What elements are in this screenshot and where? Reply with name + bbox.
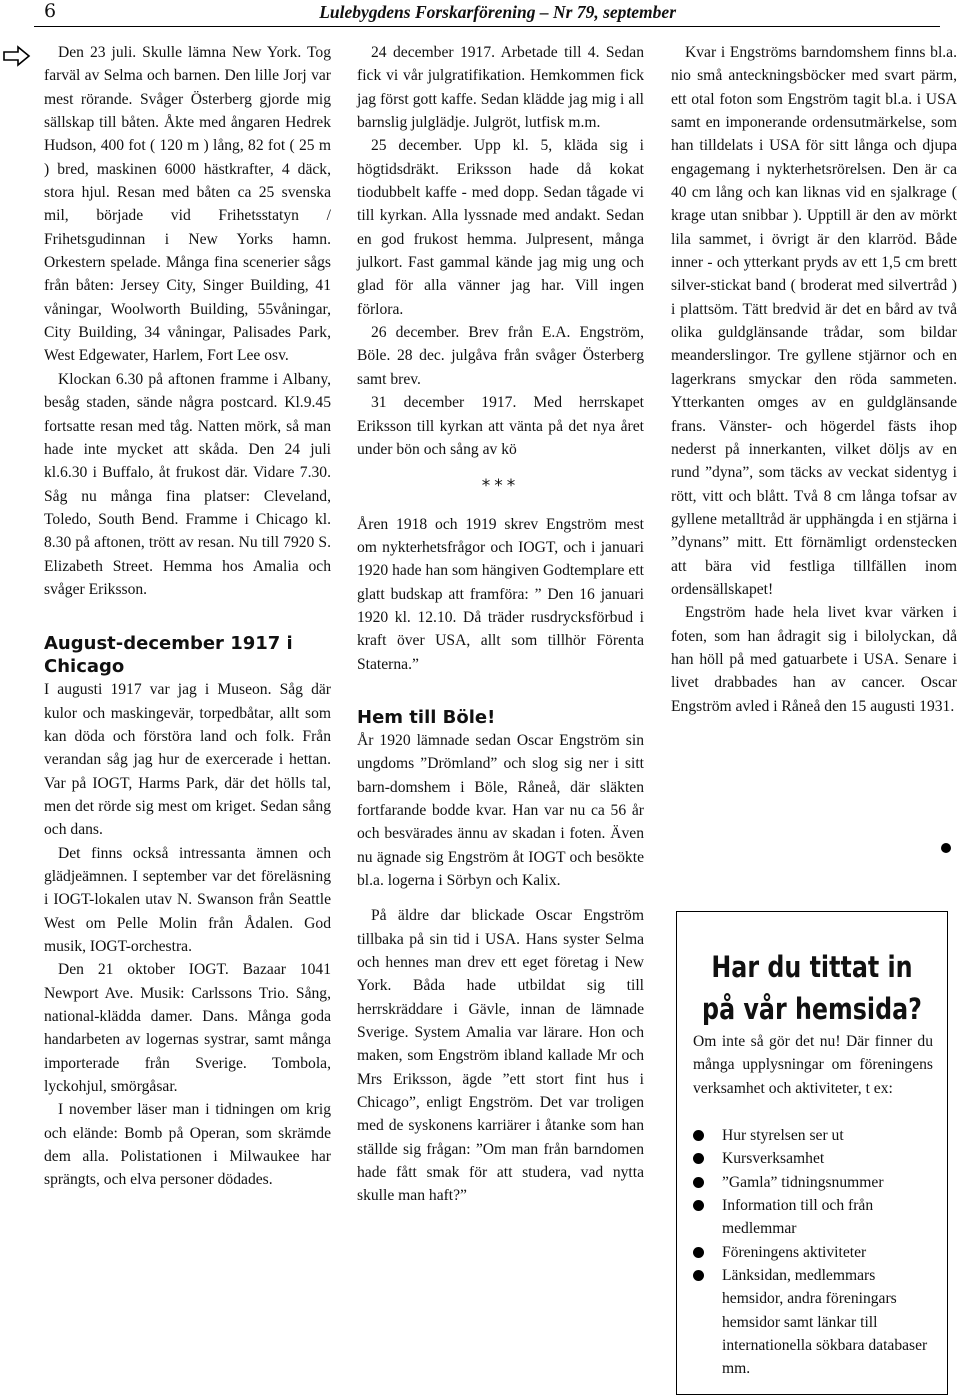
promo-intro: Om inte så gör det nu! Där finner du många upplysningar om föreningens verksamhet och aktiviteter, t ex:	[693, 1033, 933, 1097]
bullet-icon	[693, 1200, 704, 1211]
body-paragraph: Engström hade hela livet kvar värken i foten, som han ådragit sig i bilolyckan, då han höll på med gatuarbete i USA. Senare i livet drabbades han av cancer. Oscar Engström avled i Råneå den 15 augusti 1931.	[671, 604, 957, 715]
promo-list-item: Föreningens aktiviteter	[693, 1241, 939, 1264]
promo-list	[693, 1124, 939, 1381]
bullet-icon	[693, 1177, 704, 1188]
diary-paragraph: 24 december 1917. Arbetade till 4. Sedan fick vi vår julgratifikation. Hemkommen fick jag först gott kaffe. Sedan klädde jag mig i all barnslig julglädje. Julgröt, lutfisk m.m.	[357, 44, 644, 132]
bullet-icon	[693, 1153, 704, 1164]
section-heading-hem-till-bole: Hem till Böle!	[357, 706, 496, 728]
column-1	[44, 41, 331, 1192]
body-paragraph: År 1920 lämnade sedan Oscar Engström sin ungdoms ”Drömland” och slog sig ner i sitt barn-domshem i Böle, Råneå, där släkten fortfarande bodde kvar. Han var nu ca 56 år och besvärades ännu av skadan i foten. Även nu ägnade sig Engström åt IOGT och besökte bl.a. logerna i Sörbyn och Kalix.	[357, 731, 644, 889]
diary-paragraph: 25 december. Upp kl. 5, kläda sig i högtidsdräkt. Eriksson hade då kokat tiodubbelt kaffe - med dopp. Sedan tågade vi till kyrkan. Alla lyssnade med andakt. Sedan en god frukost hemma. Julpresent, många julkort. Fast gammal kände jag mig ung och glad för alla vänner jag har. Vill ingen förlora.	[357, 137, 644, 318]
body-paragraph: Den 21 oktober IOGT. Bazaar 1041 Newport Ave. Musik: Carlssons Trio. Sång, national-klädda damer. Dans. Många goda handarbeten av logernas systrar, samt många importerade från Sverige. Tombola, lyckohjul, smörgåsar.	[44, 961, 331, 1096]
body-paragraph: Kvar i Engströms barndomshem finns bl.a. nio små anteckningsböcker med svart pärm, ett otal foton som Engström tagit bl.a. i USA samt en imponerande ordensutmärkelse, som han tilldelats i USA för sitt långa och djupa engagemang i nykterhetsrörelsen. Den är ca 40 cm lång och kan liknas vid en sjalkrage ( krage utan snibbar ). Upptill är den av mörkt lila sammet, i övrigt är den klarröd. Både inner - och ytterkant pryds av ett 1,5 cm brett silver-stickat band ( broderat med silvertråd ) i plattsöm. Tätt bredvid är det en bård av två olika guldglänsande trådar, som bildar meanderslingor. Tre gyllene stjärnor och en lagerkrans smyckar den röda sammeten. Ytterkanten omges av en guldglänsande frans. Vänster- och högerdel fästs ihop nederst på innerkanten, vilket döljs av en rund ”dyna”, som täcks av veckat sidentyg i rött, vitt och blått. Två 8 cm långa tofsar av gyllene metalltråd är upphängda i en stjärna i ”dynans” mitt. Ett förnämligt ordenstecken att bära vid festliga tillfällen inom ordensällskapet!	[671, 44, 957, 598]
pointing-arrow-icon	[2, 45, 32, 67]
diary-paragraph: 31 december 1917. Med herrskapet Eriksson till kyrkan att vänta på det nya året under bön och sång av kö	[357, 394, 644, 458]
promo-list-item: Länksidan, medlemmars hemsidor, andra föreningars hemsidor samt länkar till internationella sökbara databaser mm.	[693, 1264, 939, 1381]
page-number: 6	[44, 0, 57, 22]
body-paragraph: I augusti 1917 var jag i Museon. Såg där kulor och maskingevär, torpedbåtar, allt som kan döda och förstöra land och folk. Från verandan såg jag hur de exercerade i hettan. Var på IOGT, Harms Park, där det hölls tal, men det rörde sig mest om kriget. Sedan sång och dans.	[44, 681, 331, 839]
running-title: Lulebygdens Forskarförening – Nr 79, september	[319, 2, 676, 22]
diary-paragraph: Den 23 juli. Skulle lämna New York. Tog farväl av Selma och barnen. Den lille Jorj var mest rörande. Svåger Österberg gjorde mig sällskap till båten. Åkte med ångaren Hedrek Hudson, 400 fot ( 120 m ) lång, 82 fot ( 25 m ) bred, maskinen 6000 hästkrafter, 4 däck, stora hjul. Resan med båten ca 25 svenska mil, började vid Frihetsstatyn / Frihetsgudinnan i New Yorks hamn. Orkestern spelade. Många fina scenerier sågs från båten: Jersey City, Singer Building, 41 våningar, Woolworth Building, 55våningar, City Building, 34 våningar, Palisades Park, West Edgewater, Harlem, Fort Lee osv.	[44, 44, 331, 365]
body-paragraph: Åren 1918 och 1919 skrev Engström mest om nykterhetsfrågor och IOGT, och i januari 1920 hade han som hängiven Godtemplare ett glatt budskap att framföra: ” Den 16 januari 1920 kl. 12.10. Då träder rusdrycksförbud i kraft över USA, allt som tillhör Förenta Staterna.”	[357, 515, 644, 673]
body-paragraph: Det finns också intressanta ämnen och glädjeämnen. I september var det föreläsning i IOGT-lokalen utav N. Swanson från Seattle West om Pelle Molin från Ådalen. God musik, IOGT-orchestra.	[44, 844, 331, 956]
bullet-icon	[693, 1270, 704, 1281]
website-promo-box	[676, 911, 948, 1395]
bullet-icon	[693, 1130, 704, 1141]
section-heading-chicago: August-december 1917 i Chicago	[44, 633, 293, 678]
body-paragraph: På äldre dar blickade Oscar Engström tillbaka på sin tid i USA. Hans syster Selma och hennes man drev ett eget företag i New York. Båda hade utbildat sig till herrskräddare i Gävle, innan de lämnade Sverige. System Amalia var lärare. Hon och maken, som Engström ibland kallade Mr och Mrs Eriksson, ägde ”ett stort fint hus i Chicago”, enligt Engström. Det var troligen med de syskonens karriärer i åtanke som han ställde sig frågan: ”Om man från barndomen hade fått smak för att studera, vad nytta skulle man haft?”	[357, 907, 644, 1205]
diary-paragraph: Klockan 6.30 på aftonen framme i Albany, besåg staden, sände några postcard. Kl.9.45 fortsatte resan med tåg. Natten mörk, så man hade inte mycket att skåda. Den 24 juli kl.6.30 i Buffalo, åt frukost där. Vidare 7.30. Såg nu många fina platser: Cleveland, Toledo, South Bend. Framme i Chicago kl. 8.30 på aftonen, trött av resan. Nu till 7920 S. Elizabeth Street. Hemma hos Amalia och svåger Eriksson.	[44, 370, 331, 598]
column-2	[357, 41, 644, 1208]
promo-list-item: Kursverksamhet	[693, 1147, 939, 1170]
promo-list-item: Hur styrelsen ser ut	[693, 1124, 939, 1147]
column-3	[671, 41, 957, 718]
page-header	[34, 0, 940, 27]
promo-list-item: Information till och från medlemmar	[693, 1194, 939, 1241]
promo-title: Har du tittat in på vår hemsida?	[702, 950, 922, 1026]
promo-list-item: ”Gamla” tidningsnummer	[693, 1171, 939, 1194]
section-separator-stars: ***	[481, 476, 520, 497]
body-paragraph: I november läser man i tidningen om krig och elände: Bomb på Operan, som skrämde dem alla. Polistationen i Milwaukee har sprängts, och elva personer dödades.	[44, 1101, 331, 1189]
article-end-mark-icon	[941, 843, 951, 853]
diary-paragraph: 26 december. Brev från E.A. Engström, Böle. 28 dec. julgåva från svåger Österberg samt brev.	[357, 324, 644, 388]
bullet-icon	[693, 1247, 704, 1258]
